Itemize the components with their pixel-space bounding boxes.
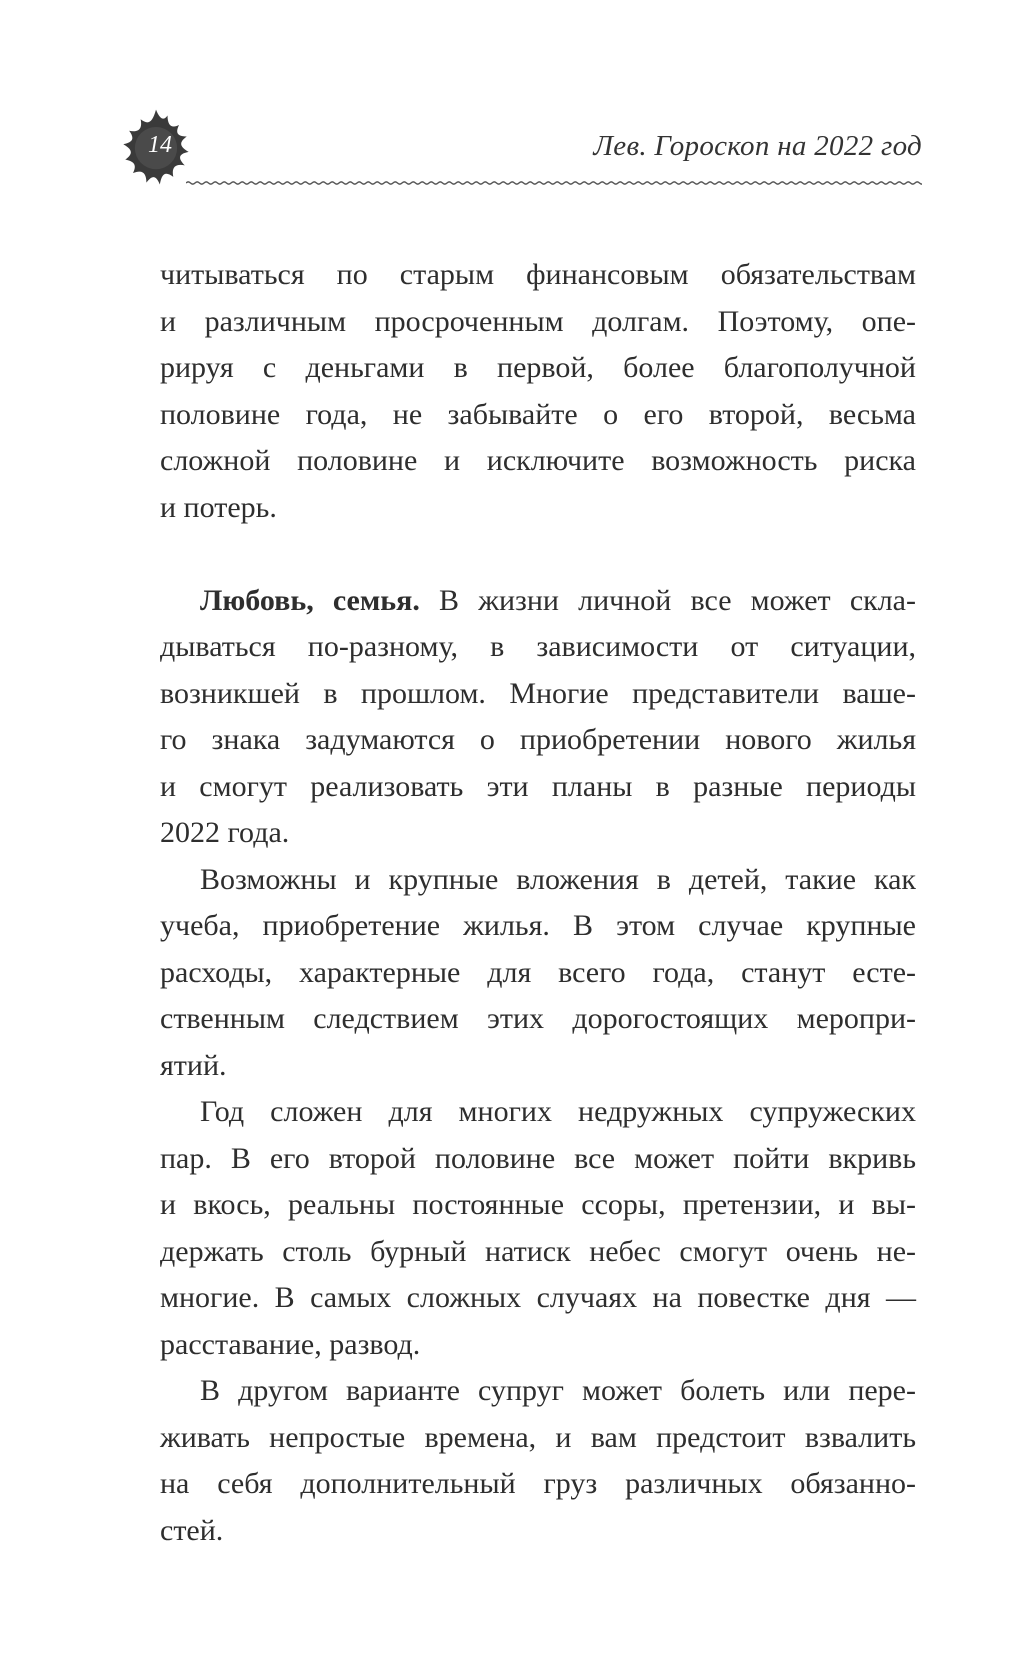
text-line: пар. В его второй половине все может пойти вкривь xyxy=(160,1141,916,1175)
text-line: и потерь. xyxy=(160,490,277,524)
text-line: Возможны и крупные вложения в детей, такие как xyxy=(200,862,916,896)
text-line: сложной половине и исключите возможность риска xyxy=(160,444,916,477)
text-line: и смогут реализовать эти планы в разные периоды xyxy=(160,769,916,803)
text-line xyxy=(160,578,916,625)
text-line: многие. В самых сложных случаях на повестке дня — xyxy=(160,1281,916,1314)
paragraph-children xyxy=(160,857,916,1090)
paragraph-finance-end xyxy=(160,252,916,531)
text-line: расходы, характерные для всего года, станут есте- xyxy=(160,955,916,989)
text-line: на себя дополнительный груз различных обязанно- xyxy=(160,1467,916,1500)
text-line: живать непростые времена, и вам предстоит взвалить xyxy=(160,1420,916,1454)
text-line: ственным следствием этих дорогостоящих меропри- xyxy=(160,1002,916,1035)
text-line: возникшей в прошлом. Многие представители ваше- xyxy=(160,676,916,710)
text-line: го знака задумаются о приобретении нового жилья xyxy=(160,723,916,756)
paragraph-spouse xyxy=(160,1368,916,1554)
text-line: Год сложен для многих недружных супружеских xyxy=(200,1095,916,1128)
text-line: рируя с деньгами в первой, более благополучной xyxy=(160,351,916,384)
body-text xyxy=(160,252,916,1554)
text-line: В другом варианте супруг может болеть или пере- xyxy=(200,1374,916,1407)
text-line: и вкось, реальны постоянные ссоры, претензии, и вы- xyxy=(160,1188,916,1221)
text-line: расставание, развод. xyxy=(160,1327,421,1361)
running-title: Лев. Гороскоп на 2022 год xyxy=(593,130,922,162)
text-line: стей. xyxy=(160,1513,224,1547)
text-line: держать столь бурный натиск небес смогут очень не- xyxy=(160,1234,916,1268)
page-number: 14 xyxy=(148,132,172,158)
page-header xyxy=(108,92,922,202)
paragraph-couples xyxy=(160,1089,916,1368)
wavy-divider xyxy=(186,176,922,190)
section-heading: Любовь, семья. xyxy=(200,583,420,617)
text-line: и различным просроченным долгам. Поэтому, опе- xyxy=(160,304,916,338)
heading-rest: В жизни личной все может скла- xyxy=(419,583,916,617)
text-line: 2022 года. xyxy=(160,816,290,849)
text-line: учеба, приобретение жилья. В этом случае крупные xyxy=(160,909,916,942)
text-line: ятий. xyxy=(160,1048,227,1082)
text-line: дываться по-разному, в зависимости от ситуации, xyxy=(160,630,916,663)
text-line: половине года, не забывайте о его второй, весьма xyxy=(160,397,916,431)
text-line: читываться по старым финансовым обязательствам xyxy=(160,258,916,291)
paragraph-love-family xyxy=(160,578,916,857)
